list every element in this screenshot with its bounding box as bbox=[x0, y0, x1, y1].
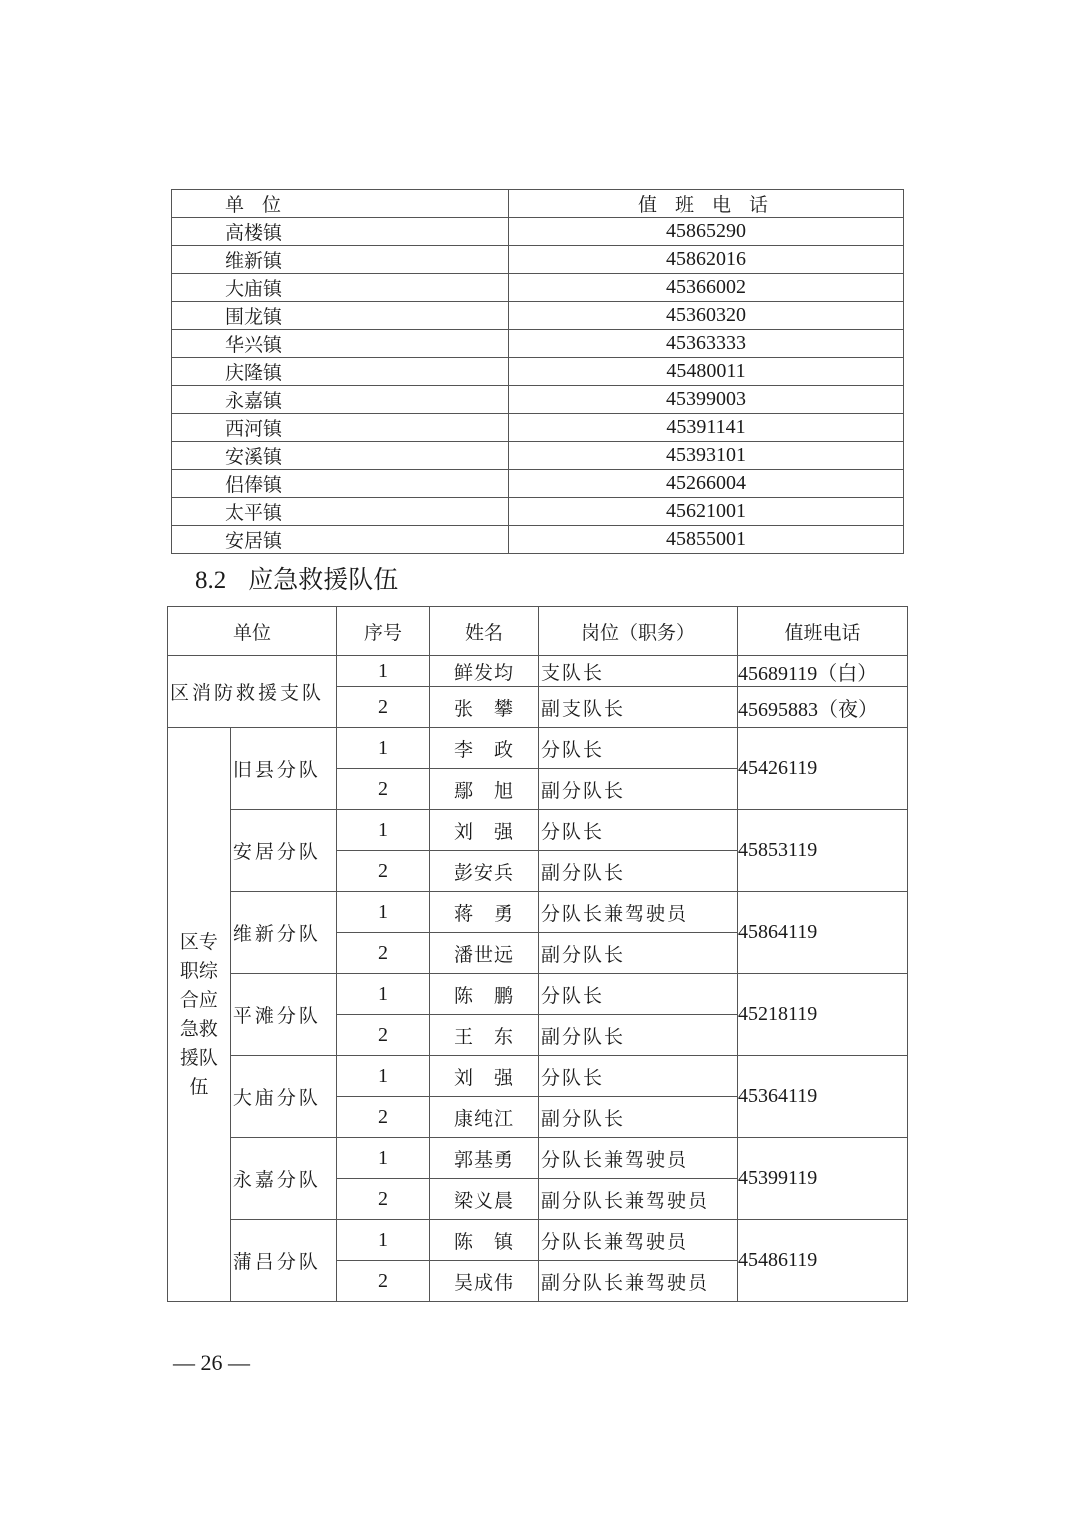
position-cell: 分队长 bbox=[539, 810, 738, 851]
table-row bbox=[172, 358, 904, 386]
phone-cell: 45360320 bbox=[509, 302, 904, 330]
phone-cell: 45391141 bbox=[509, 414, 904, 442]
table-row bbox=[172, 302, 904, 330]
table-row bbox=[168, 1220, 908, 1261]
unit-cell: 安溪镇 bbox=[172, 442, 509, 470]
no-cell: 1 bbox=[337, 974, 430, 1015]
phone-cell: 45480011 bbox=[509, 358, 904, 386]
table-row bbox=[168, 810, 908, 851]
group-unit-cell bbox=[168, 728, 231, 1302]
squad-unit-cell: 旧县分队 bbox=[230, 728, 336, 810]
table-row bbox=[172, 526, 904, 554]
phone-cell: 45695883（夜） bbox=[738, 687, 908, 728]
no-cell: 2 bbox=[337, 687, 430, 728]
position-cell: 副分队长 bbox=[539, 851, 738, 892]
header-phone: 值班电话 bbox=[738, 607, 908, 656]
table-row bbox=[172, 442, 904, 470]
no-cell: 1 bbox=[337, 1138, 430, 1179]
unit-cell: 西河镇 bbox=[172, 414, 509, 442]
table-row bbox=[172, 386, 904, 414]
position-cell: 副分队长 bbox=[539, 1015, 738, 1056]
name-cell: 蒋 勇 bbox=[430, 892, 539, 933]
squad-unit-cell: 安居分队 bbox=[230, 810, 336, 892]
group-label-line: 伍 bbox=[189, 1075, 209, 1098]
phone-cell: 45218119 bbox=[738, 974, 908, 1056]
phone-cell: 45426119 bbox=[738, 728, 908, 810]
table-row bbox=[172, 498, 904, 526]
squad-unit-cell: 平滩分队 bbox=[230, 974, 336, 1056]
name-cell: 梁义晨 bbox=[430, 1179, 539, 1220]
table-row bbox=[172, 218, 904, 246]
name-cell: 吴成伟 bbox=[430, 1261, 539, 1302]
no-cell: 1 bbox=[337, 656, 430, 687]
position-cell: 分队长兼驾驶员 bbox=[539, 1220, 738, 1261]
name-cell: 李 政 bbox=[430, 728, 539, 769]
unit-cell: 围龙镇 bbox=[172, 302, 509, 330]
name-cell: 陈 镇 bbox=[430, 1220, 539, 1261]
table-row bbox=[172, 414, 904, 442]
phone-cell: 45621001 bbox=[509, 498, 904, 526]
name-cell: 刘 强 bbox=[430, 810, 539, 851]
group-label-line: 区专 bbox=[179, 930, 218, 953]
group-label-line: 急救 bbox=[179, 1017, 218, 1040]
section-title: 应急救援队伍 bbox=[248, 565, 399, 594]
phone-cell: 45865290 bbox=[509, 218, 904, 246]
table-header-row bbox=[168, 607, 908, 656]
table-row bbox=[172, 470, 904, 498]
phone-cell: 45399003 bbox=[509, 386, 904, 414]
table-row bbox=[168, 974, 908, 1015]
position-cell: 副分队长 bbox=[539, 933, 738, 974]
name-cell: 刘 强 bbox=[430, 1056, 539, 1097]
phone-cell: 45853119 bbox=[738, 810, 908, 892]
header-unit: 单位 bbox=[168, 607, 337, 656]
unit-cell: 安居镇 bbox=[172, 526, 509, 554]
squad-unit-cell: 大庙分队 bbox=[230, 1056, 336, 1138]
table-row bbox=[172, 330, 904, 358]
name-cell: 彭安兵 bbox=[430, 851, 539, 892]
no-cell: 1 bbox=[337, 1220, 430, 1261]
header-phone: 值 班 电 话 bbox=[509, 190, 904, 218]
table-row bbox=[168, 1056, 908, 1097]
no-cell: 1 bbox=[337, 892, 430, 933]
no-cell: 1 bbox=[337, 1056, 430, 1097]
phone-cell: 45399119 bbox=[738, 1138, 908, 1220]
unit-cell: 华兴镇 bbox=[172, 330, 509, 358]
position-cell: 分队长 bbox=[539, 728, 738, 769]
no-cell: 2 bbox=[337, 851, 430, 892]
position-cell: 分队长 bbox=[539, 974, 738, 1015]
header-no: 序号 bbox=[337, 607, 430, 656]
position-cell: 支队长 bbox=[539, 656, 738, 687]
name-cell: 鄢 旭 bbox=[430, 769, 539, 810]
phone-cell: 45364119 bbox=[738, 1056, 908, 1138]
table-row bbox=[168, 656, 908, 687]
position-cell: 副分队长兼驾驶员 bbox=[539, 1261, 738, 1302]
group-label-line: 合应 bbox=[179, 988, 218, 1011]
header-unit: 单 位 bbox=[172, 190, 509, 218]
rescue-team-table bbox=[167, 606, 908, 1302]
group-label-line: 职综 bbox=[179, 959, 218, 982]
no-cell: 2 bbox=[337, 1179, 430, 1220]
name-cell: 潘世远 bbox=[430, 933, 539, 974]
squad-unit-cell: 维新分队 bbox=[230, 892, 336, 974]
position-cell: 分队长兼驾驶员 bbox=[539, 892, 738, 933]
name-cell: 鲜发均 bbox=[430, 656, 539, 687]
position-cell: 分队长兼驾驶员 bbox=[539, 1138, 738, 1179]
name-cell: 张 攀 bbox=[430, 687, 539, 728]
group-label-line: 援队 bbox=[179, 1046, 218, 1069]
unit-cell: 庆隆镇 bbox=[172, 358, 509, 386]
no-cell: 2 bbox=[337, 933, 430, 974]
position-cell: 副支队长 bbox=[539, 687, 738, 728]
position-cell: 副分队长兼驾驶员 bbox=[539, 1179, 738, 1220]
phone-cell: 45862016 bbox=[509, 246, 904, 274]
position-cell: 副分队长 bbox=[539, 769, 738, 810]
no-cell: 2 bbox=[337, 1261, 430, 1302]
no-cell: 1 bbox=[337, 810, 430, 851]
unit-cell: 维新镇 bbox=[172, 246, 509, 274]
duty-phone-table bbox=[171, 189, 904, 554]
table-row bbox=[172, 274, 904, 302]
name-cell: 郭基勇 bbox=[430, 1138, 539, 1179]
name-cell: 康纯江 bbox=[430, 1097, 539, 1138]
header-position: 岗位（职务） bbox=[539, 607, 738, 656]
phone-cell: 45864119 bbox=[738, 892, 908, 974]
unit-cell: 永嘉镇 bbox=[172, 386, 509, 414]
unit-cell: 高楼镇 bbox=[172, 218, 509, 246]
squad-unit-cell: 永嘉分队 bbox=[230, 1138, 336, 1220]
table-row bbox=[172, 246, 904, 274]
table-header-row bbox=[172, 190, 904, 218]
position-cell: 副分队长 bbox=[539, 1097, 738, 1138]
table-row bbox=[168, 892, 908, 933]
unit-cell: 区消防救援支队 bbox=[168, 656, 337, 728]
phone-cell: 45393101 bbox=[509, 442, 904, 470]
no-cell: 2 bbox=[337, 769, 430, 810]
name-cell: 陈 鹏 bbox=[430, 974, 539, 1015]
phone-cell: 45366002 bbox=[509, 274, 904, 302]
unit-cell: 侣俸镇 bbox=[172, 470, 509, 498]
position-cell: 分队长 bbox=[539, 1056, 738, 1097]
squad-unit-cell: 蒲吕分队 bbox=[230, 1220, 336, 1302]
name-cell: 王 东 bbox=[430, 1015, 539, 1056]
phone-cell: 45486119 bbox=[738, 1220, 908, 1302]
no-cell: 2 bbox=[337, 1015, 430, 1056]
header-name: 姓名 bbox=[430, 607, 539, 656]
phone-cell: 45266004 bbox=[509, 470, 904, 498]
table-row bbox=[168, 728, 908, 769]
unit-cell: 大庙镇 bbox=[172, 274, 509, 302]
unit-cell: 太平镇 bbox=[172, 498, 509, 526]
phone-cell: 45855001 bbox=[509, 526, 904, 554]
phone-cell: 45689119（白） bbox=[738, 656, 908, 687]
no-cell: 2 bbox=[337, 1097, 430, 1138]
table-row bbox=[168, 1138, 908, 1179]
section-number: 8.2 bbox=[195, 567, 227, 594]
page-number: — 26 — bbox=[173, 1350, 250, 1375]
phone-cell: 45363333 bbox=[509, 330, 904, 358]
no-cell: 1 bbox=[337, 728, 430, 769]
section-heading bbox=[195, 560, 398, 596]
